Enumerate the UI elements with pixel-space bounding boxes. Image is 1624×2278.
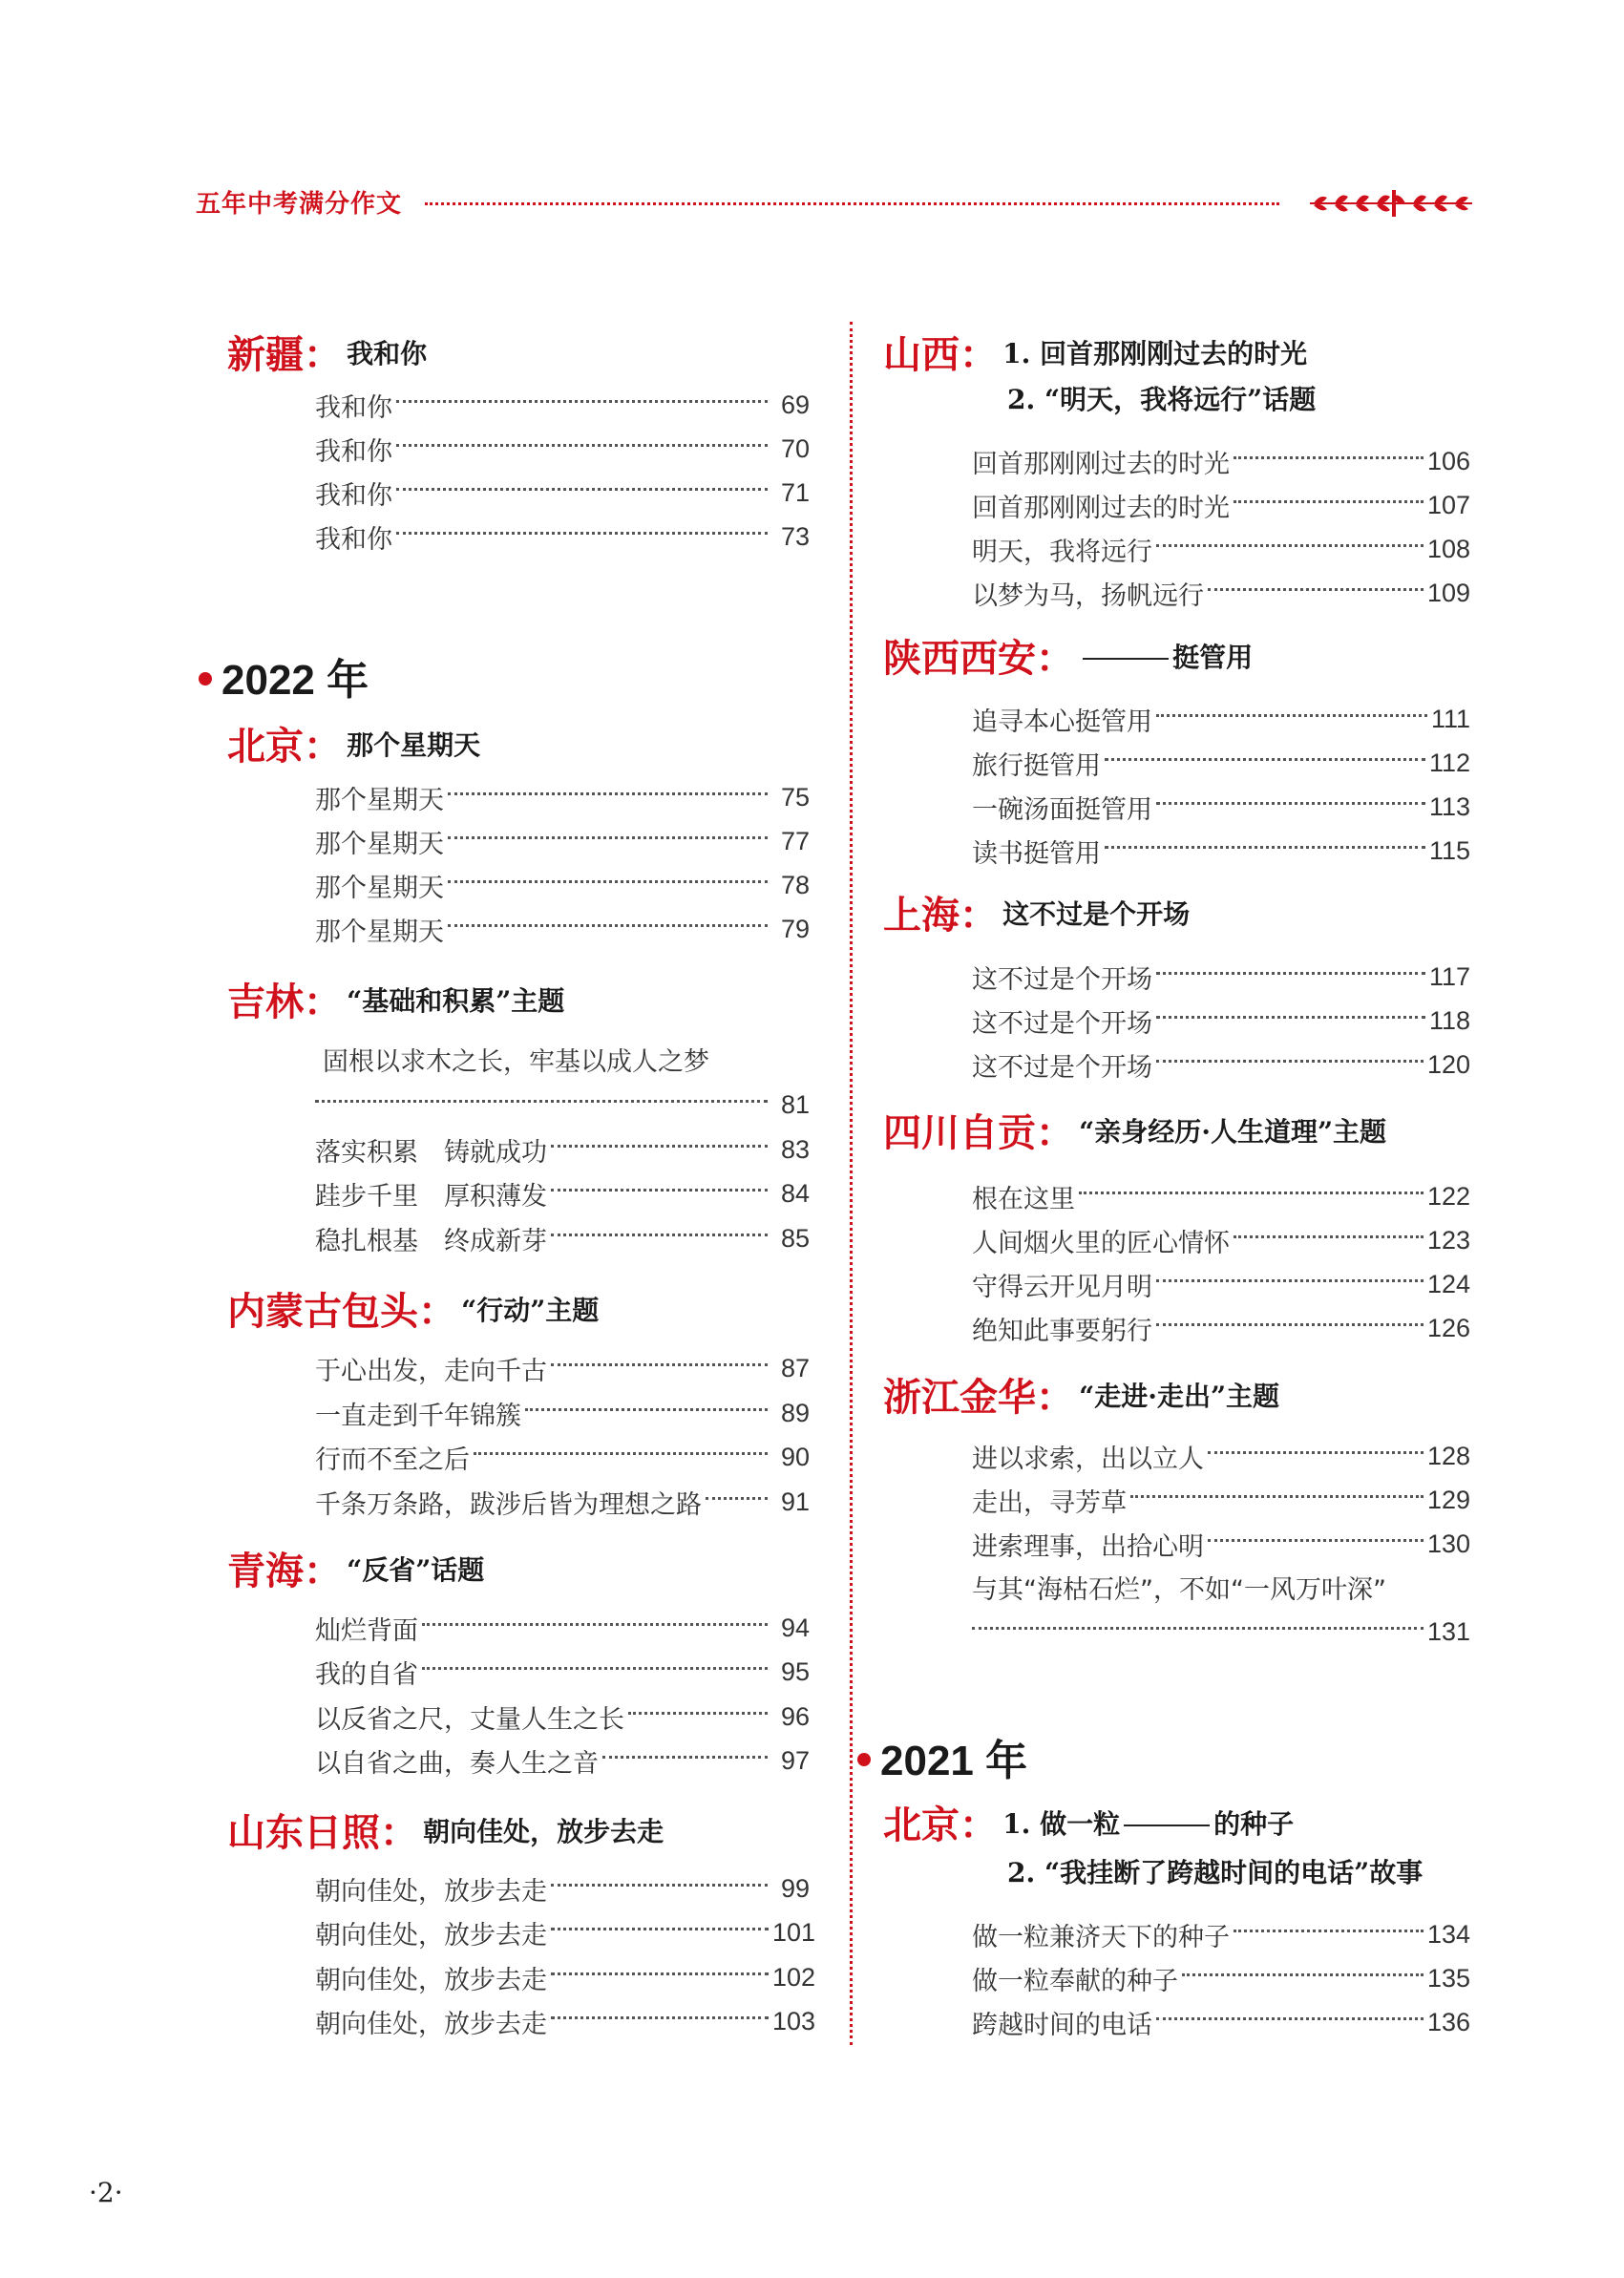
region-shanghai: 上海： 这不过是个开场: [883, 893, 1191, 938]
toc-entry[interactable]: 跬步千里 厚积薄发 84: [315, 1178, 810, 1212]
toc-entry[interactable]: 明天，我将远行 108: [972, 534, 1470, 567]
header-dotted-rule: [425, 202, 1279, 205]
region-xinjiang: [227, 325, 427, 379]
bullet-dot-icon: [199, 672, 212, 686]
toc-entry[interactable]: 131: [972, 1613, 1470, 1651]
region-beijing: 北京： 那个星期天: [227, 724, 481, 769]
toc-entry[interactable]: 进以求索，出以立人 128: [972, 1441, 1470, 1474]
toc-entry[interactable]: 跨越时间的电话 136: [972, 2007, 1470, 2040]
toc-entry[interactable]: 以自省之曲，奏人生之音 97: [315, 1745, 810, 1779]
toc-entry[interactable]: 这不过是个开场 120: [972, 1049, 1470, 1083]
bullet-dot-icon: [857, 1753, 871, 1766]
toc-entry[interactable]: 朝向佳处，放步去走 103: [315, 2006, 815, 2039]
region-topic-2: 2. “明天，我将远行”话题: [1007, 384, 1317, 415]
toc-entry[interactable]: 那个星期天 79: [315, 914, 810, 947]
toc-entry[interactable]: 做一粒兼济天下的种子 134: [972, 1919, 1470, 1952]
page-number: ·2·: [89, 2177, 123, 2208]
toc-entry[interactable]: 读书挺管用 115: [972, 835, 1470, 869]
toc-entry-wrapped-title[interactable]: 固根以求木之长，牢基以成人之梦: [323, 1047, 709, 1077]
region-name: 新疆：: [227, 332, 342, 377]
toc-entry[interactable]: 追寻本心挺管用 111: [972, 704, 1470, 737]
toc-entry[interactable]: 我的自省 95: [315, 1656, 810, 1690]
region-jinhua: 浙江金华： “走进·走出”主题: [883, 1375, 1280, 1420]
toc-entry[interactable]: 我和你 71: [315, 477, 810, 511]
toc-entry[interactable]: 我和你 69: [315, 390, 810, 423]
toc-entry[interactable]: 一碗汤面挺管用 113: [972, 791, 1470, 825]
toc-entry-wrapped-title[interactable]: 与其“海枯石烂”，不如“一风万叶深”: [972, 1575, 1386, 1605]
toc-entry[interactable]: 千条万条路，跋涉后皆为理想之路 91: [315, 1487, 810, 1520]
region-topic-2: 2. “我挂断了跨越时间的电话”故事: [1007, 1857, 1424, 1888]
toc-entry[interactable]: 回首那刚刚过去的时光 106: [972, 446, 1470, 479]
toc-entry[interactable]: 落实积累 铸就成功 83: [315, 1134, 810, 1168]
region-topic: 我和你: [347, 337, 428, 369]
toc-entry[interactable]: 灿烂背面 94: [315, 1613, 810, 1646]
column-divider: [850, 322, 853, 2045]
region-baotou: 内蒙古包头： “行动”主题: [227, 1289, 600, 1334]
year-heading-2022: 2022 年: [199, 645, 369, 707]
toc-entry[interactable]: 进索理事，出拾心明 130: [972, 1529, 1470, 1562]
year-heading-2021: 2021 年: [857, 1726, 1027, 1787]
region-jilin: 吉林： “基础和积累”主题: [227, 980, 565, 1024]
toc-entry[interactable]: 旅行挺管用 112: [972, 748, 1470, 781]
toc-entry[interactable]: 我和你 73: [315, 521, 810, 555]
toc-entry[interactable]: 朝向佳处，放步去走 99: [315, 1873, 810, 1907]
toc-entry[interactable]: 81: [315, 1086, 810, 1124]
fill-in-blank: [1083, 635, 1169, 660]
toc-entry[interactable]: 回首那刚刚过去的时光 107: [972, 490, 1470, 523]
toc-entry[interactable]: 朝向佳处，放步去走 102: [315, 1962, 815, 1995]
fill-in-blank: [1124, 1802, 1210, 1826]
toc-entry[interactable]: 做一粒奉献的种子 135: [972, 1963, 1470, 1996]
region-zigong: 四川自贡： “亲身经历·人生道理”主题: [883, 1110, 1387, 1155]
toc-entry[interactable]: 于心出发，走向千古 87: [315, 1353, 810, 1386]
toc-entry[interactable]: 这不过是个开场 117: [972, 961, 1470, 995]
toc-entry[interactable]: 一直走到千年锦簇 89: [315, 1398, 810, 1431]
toc-entry[interactable]: 我和你 70: [315, 433, 810, 467]
toc-entry[interactable]: 稳扎根基 终成新芽 85: [315, 1223, 810, 1256]
laurel-ornament-icon: [1310, 184, 1472, 222]
toc-entry[interactable]: 朝向佳处，放步去走 101: [315, 1917, 815, 1951]
toc-entry[interactable]: 行而不至之后 90: [315, 1442, 810, 1475]
region-rizhao: 山东日照： 朝向佳处，放步去走: [227, 1810, 664, 1855]
toc-entry[interactable]: 那个星期天 75: [315, 782, 810, 815]
region-xian: 陕西西安： 挺管用: [883, 636, 1254, 681]
toc-entry[interactable]: 那个星期天 77: [315, 826, 810, 859]
region-qinghai: 青海： “反省”话题: [227, 1549, 485, 1593]
toc-entry[interactable]: 以反省之尺，丈量人生之长 96: [315, 1701, 810, 1735]
toc-entry[interactable]: 根在这里 122: [972, 1181, 1470, 1214]
region-beijing-2021: 北京： 1. 做一粒 的种子: [883, 1803, 1295, 1847]
region-shanxi: 山西： 1. 回首那刚刚过去的时光: [883, 332, 1308, 377]
header-title: 五年中考满分作文: [196, 190, 403, 219]
toc-entry[interactable]: 那个星期天 78: [315, 870, 810, 903]
toc-entry[interactable]: 人间烟火里的匠心情怀 123: [972, 1225, 1470, 1258]
toc-entry[interactable]: 这不过是个开场 118: [972, 1005, 1470, 1039]
toc-entry[interactable]: 走出，寻芳草 129: [972, 1485, 1470, 1518]
toc-entry[interactable]: 绝知此事要躬行 126: [972, 1313, 1470, 1346]
toc-entry[interactable]: 守得云开见月明 124: [972, 1269, 1470, 1302]
toc-entry[interactable]: 以梦为马，扬帆远行 109: [972, 578, 1470, 611]
